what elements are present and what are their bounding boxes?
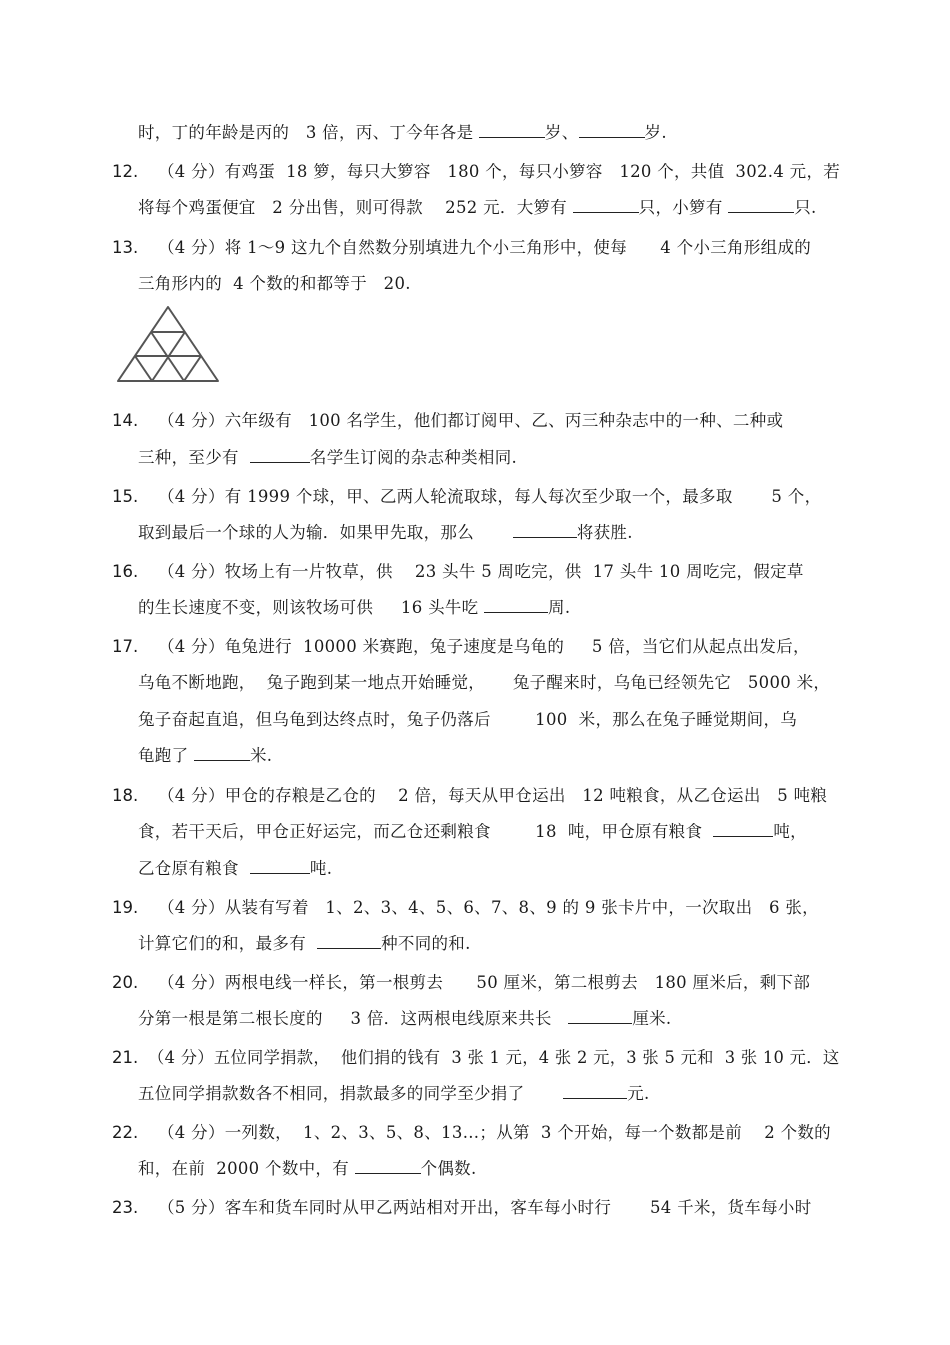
q11-continuation-line: 时，丁的年龄是丙的 3 倍，丙、丁今年各是 岁、 岁. xyxy=(138,123,667,142)
q17-line-1: （4 分）龟兔进行 10000 米赛跑，兔子速度是乌龟的 5 倍，当它们从起点出发后， xyxy=(158,637,810,656)
q17-line-4: 龟跑了 米. xyxy=(138,746,273,765)
q23-line-1: （5 分）客车和货车同时从甲乙两站相对开出，客车每小时行 54 千米，货车每小时 xyxy=(158,1198,812,1217)
answer-blank xyxy=(194,744,250,761)
q12-line-1: （4 分）有鸡蛋 18 箩，每只大箩容 180 个，每只小箩容 120 个，共值 302.4 元，若 xyxy=(158,162,841,181)
q22-line-1: （4 分）一列数， 1、2、3、5、8、13…；从第 3 个开始，每一个数都是前 2 个数的 xyxy=(158,1123,831,1142)
q19-line-2: 计算它们的和，最多有 种不同的和. xyxy=(138,934,471,953)
question-number: 22. xyxy=(112,1123,139,1142)
grid-line xyxy=(135,356,152,381)
question-number: 18. xyxy=(112,786,139,805)
answer-blank xyxy=(563,1082,627,1099)
question-number: 12. xyxy=(112,162,139,181)
question-number: 20. xyxy=(112,973,139,992)
q19-line-1: （4 分）从装有写着 1、2、3、4、5、6、7、8、9 的 9 张卡片中，一次取出 6 张， xyxy=(158,898,819,917)
q18-line-3: 乙仓原有粮食 吨. xyxy=(138,859,333,878)
answer-blank xyxy=(728,196,794,213)
answer-blank xyxy=(479,121,545,138)
q22-line-2: 和，在前 2000 个数中，有 个偶数. xyxy=(138,1159,477,1178)
q18-line-2: 食，若干天后，甲仓正好运完，而乙仓还剩粮食 18 吨，甲仓原有粮食 吨， xyxy=(138,822,807,841)
q13-line-2: 三角形内的 4 个数的和都等于 20. xyxy=(138,274,411,293)
q20-line-2: 分第一根是第二根长度的 3 倍．这两根电线原来共长 厘米. xyxy=(138,1009,672,1028)
answer-blank xyxy=(713,820,773,837)
q17-line-3: 兔子奋起直追，但乌龟到达终点时，兔子仍落后 100 米，那么在兔子睡觉期间，乌 xyxy=(138,710,798,729)
q15-line-2: 取到最后一个球的人为输．如果甲先取，那么 将获胜. xyxy=(138,523,633,542)
answer-blank xyxy=(568,1007,632,1024)
question-number: 15. xyxy=(112,487,139,506)
question-number: 17. xyxy=(112,637,139,656)
question-number: 19. xyxy=(112,898,139,917)
answer-blank xyxy=(250,446,310,463)
answer-blank xyxy=(355,1157,421,1174)
answer-blank xyxy=(250,857,310,874)
answer-blank xyxy=(484,596,548,613)
answer-blank xyxy=(573,196,639,213)
q21-line-2: 五位同学捐款数各不相同，捐款最多的同学至少捐了 元. xyxy=(138,1084,650,1103)
answer-blank xyxy=(513,521,577,538)
q17-line-2: 乌龟不断地跑， 兔子跑到某一地点开始睡觉， 兔子醒来时，乌龟已经领先它 5000 米， xyxy=(138,673,831,692)
q14-line-2: 三种，至少有 名学生订阅的杂志种类相同. xyxy=(138,448,518,467)
question-number: 23. xyxy=(112,1198,139,1217)
nine-triangle-figure xyxy=(116,305,220,385)
q20-line-1: （4 分）两根电线一样长，第一根剪去 50 厘米，第二根剪去 180 厘米后，剩下部 xyxy=(158,973,811,992)
question-number: 16. xyxy=(112,562,139,581)
q15-line-1: （4 分）有 1999 个球，甲、乙两人轮流取球，每人每次至少取一个，最多取 5 个， xyxy=(158,487,822,506)
q13-line-1: （4 分）将 1～9 这九个自然数分别填进九个小三角形中，使每 4 个小三角形组成的 xyxy=(158,238,812,257)
q12-line-2: 将每个鸡蛋便宜 2 分出售，则可得款 252 元．大箩有 只，小箩有 只. xyxy=(138,198,817,217)
question-number: 14. xyxy=(112,411,139,430)
q16-line-2: 的生长速度不变，则该牧场可供 16 头牛吃 周. xyxy=(138,598,571,617)
answer-blank xyxy=(579,121,645,138)
q14-line-1: （4 分）六年级有 100 名学生，他们都订阅甲、乙、丙三种杂志中的一种、二种或 xyxy=(158,411,784,430)
q18-line-1: （4 分）甲仓的存粮是乙仓的 2 倍，每天从甲仓运出 12 吨粮食，从乙仓运出 5 吨粮 xyxy=(158,786,828,805)
question-number: 21. xyxy=(112,1048,139,1067)
answer-blank xyxy=(317,932,381,949)
q21-line-1: （4 分）五位同学捐款， 他们捐的钱有 3 张 1 元，4 张 2 元，3 张 5 元和 3 张 10 元．这 xyxy=(148,1048,840,1067)
grid-line xyxy=(184,356,201,381)
question-number: 13. xyxy=(112,238,139,257)
outer-triangle xyxy=(118,307,218,381)
q16-line-1: （4 分）牧场上有一片牧草，供 23 头牛 5 周吃完，供 17 头牛 10 周吃完，假定草 xyxy=(158,562,804,581)
